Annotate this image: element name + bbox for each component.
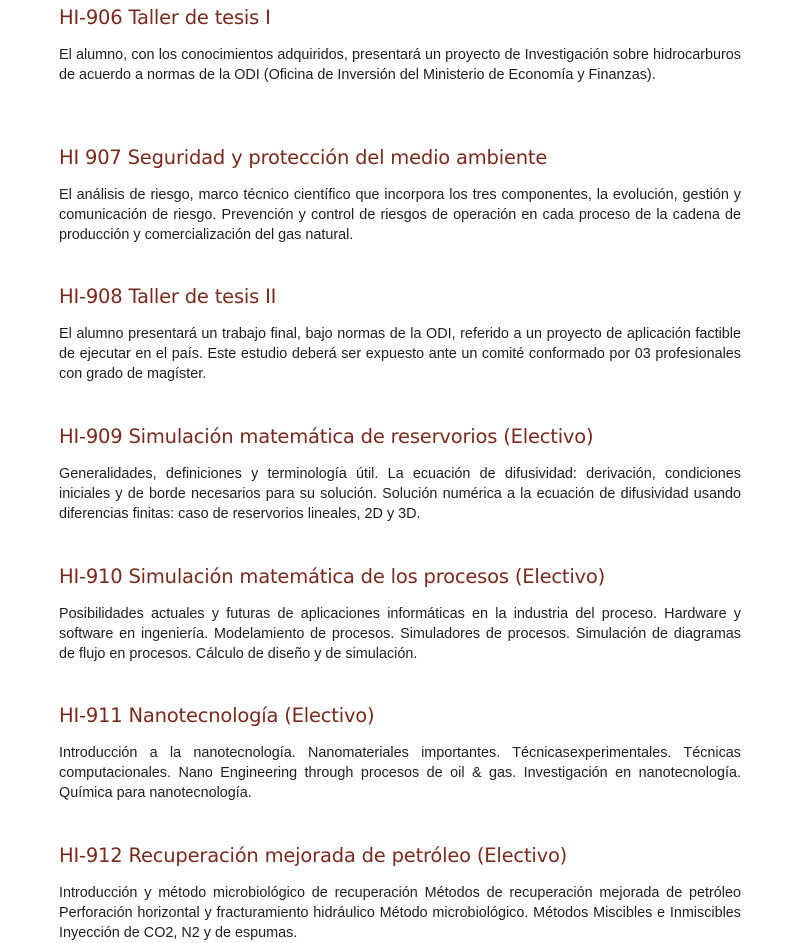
course-hi-911 xyxy=(59,704,741,801)
course-title: HI-906 Taller de tesis I xyxy=(59,6,271,29)
course-description: El alumno, con los conocimientos adquiridos, presentará un proyecto de Investigación sobre hidrocarburos de acuerdo a normas de la ODI (Oficina de Inversión del Ministerio de Economía y Finanzas). xyxy=(59,47,741,83)
course-description: Introducción a la nanotecnología. Nanomateriales importantes. Técnicasexperimentales. Técnicas computacionales. Nano Engineering through procesos de oil & gas. Investigación en nanotecnología. Química para nanotecnología. xyxy=(59,745,741,801)
course-description: El alumno presentará un trabajo final, bajo normas de la ODI, referido a un proyecto de aplicación factible de ejecutar en el país. Este estudio deberá ser expuesto ante un comité conformado por 03 profesionales con grado de magíster. xyxy=(59,326,741,382)
course-title: HI-912 Recuperación mejorada de petróleo (Electivo) xyxy=(59,844,568,867)
course-hi-907 xyxy=(59,146,741,243)
course-description: El análisis de riesgo, marco técnico científico que incorpora los tres componentes, la evolución, gestión y comunicación de riesgo. Prevención y control de riesgos de operación en cada proceso de la cadena de producción y comercialización del gas natural. xyxy=(59,187,741,243)
course-hi-912 xyxy=(59,844,741,941)
course-title: HI 907 Seguridad y protección del medio ambiente xyxy=(59,146,548,169)
course-description: Introducción y método microbiológico de recuperación Métodos de recuperación mejorada de petróleo Perforación horizontal y fracturamiento hidráulico Método microbiológico. Métodos Miscibles e Inmiscibles Inyección de CO2, N2 y de espumas. xyxy=(59,885,741,941)
course-hi-909 xyxy=(59,425,741,522)
course-hi-908 xyxy=(59,285,741,382)
course-title: HI-909 Simulación matemática de reservorios (Electivo) xyxy=(59,425,594,448)
course-title: HI-911 Nanotecnología (Electivo) xyxy=(59,704,375,727)
course-title: HI-908 Taller de tesis II xyxy=(59,285,277,308)
course-title: HI-910 Simulación matemática de los procesos (Electivo) xyxy=(59,565,606,588)
course-description: Generalidades, definiciones y terminología útil. La ecuación de difusividad: derivación, condiciones iniciales y de borde necesarios para su solución. Solución numérica a la ecuación de difusividad usando diferencias finitas: caso de reservorios lineales, 2D y 3D. xyxy=(59,466,741,522)
course-hi-910 xyxy=(59,565,741,662)
course-description: Posibilidades actuales y futuras de aplicaciones informáticas en la industria del proceso. Hardware y software en ingeniería. Modelamiento de procesos. Simuladores de procesos. Simulación de diagramas de flujo en procesos. Cálculo de diseño y de simulación. xyxy=(59,606,741,662)
course-hi-906 xyxy=(59,6,741,83)
